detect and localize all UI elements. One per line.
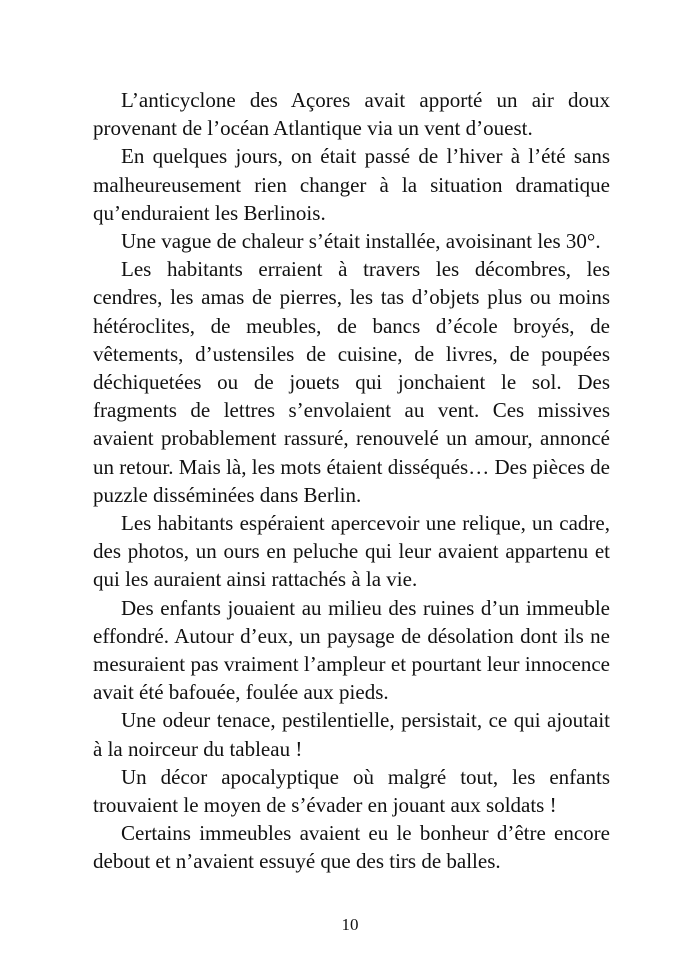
paragraph: Une odeur tenace, pestilentielle, persistait, ce qui ajoutait à la noirceur du tableau !	[93, 708, 610, 761]
paragraph: En quelques jours, on était passé de l’hiver à l’été sans malheureusement rien changer à la situation dramatique qu’enduraient les Berlinois.	[93, 144, 610, 225]
paragraph: Des enfants jouaient au milieu des ruines d’un immeuble effondré. Autour d’eux, un paysage de désolation dont ils ne mesuraient pas vraiment l’ampleur et pourtant leur innocence avait été bafouée, foulée aux pieds.	[93, 595, 610, 705]
paragraph: Certains immeubles avaient eu le bonheur d’être encore debout et n’avaient essuyé que des tirs de balles.	[93, 821, 610, 874]
paragraph: Les habitants espéraient apercevoir une relique, un cadre, des photos, un ours en peluche qui leur avaient appartenu et qui les auraient ainsi rattachés à la vie.	[93, 511, 610, 592]
page-number: 10	[341, 915, 359, 934]
body-text	[93, 86, 610, 876]
paragraph: Une vague de chaleur s’était installée, avoisinant les 30°.	[121, 229, 601, 254]
paragraph: Un décor apocalyptique où malgré tout, les enfants trouvaient le moyen de s’évader en jouant aux soldats !	[93, 764, 610, 818]
paragraph: Les habitants erraient à travers les décombres, les cendres, les amas de pierres, les tas d’objets plus ou moins hétéroclites, de meubles, de bancs d’école broyés, de vêtements, d’ustensiles de cuisine, de livres, de poupées déchiquetées ou de jouets qui jonchaient le sol. Des fragments de lettres s’envolaient au vent. Ces missives avaient probablement rassuré, renouvelé un amour, annoncé un retour. Mais là, les mots étaient disséqués… Des pièces de puzzle disséminées dans Berlin.	[93, 257, 610, 507]
paragraph: L’anticyclone des Açores avait apporté un air doux provenant de l’océan Atlantique via un vent d’ouest.	[93, 88, 610, 141]
